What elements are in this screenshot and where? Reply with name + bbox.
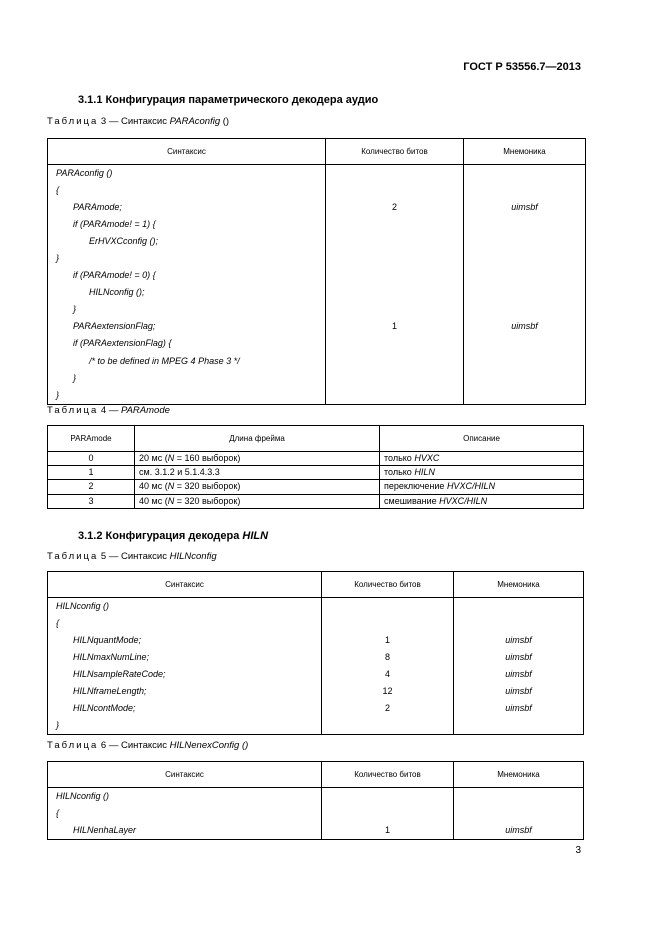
section-heading-3-1-2-italic: HILN (242, 530, 269, 542)
description-codec: HVXC (414, 453, 440, 464)
syntax-line: /* to be defined in MPEG 4 Phase 3 */ (89, 355, 240, 366)
description-text: только (384, 467, 415, 478)
frame-length (135, 452, 380, 466)
syntax-line: HILNcontMode; (73, 703, 136, 714)
syntax-line: PARAmode; (73, 202, 122, 213)
description-codec: HVXC/HILN (446, 481, 495, 492)
table6-caption-italic: HILNenexConfig () (169, 740, 249, 751)
bits-value: 1 (384, 635, 390, 646)
mnemonic-value (468, 301, 581, 318)
paramode-value: 1 (48, 466, 135, 480)
bits-value: 2 (391, 202, 397, 213)
syntax-line: } (56, 720, 60, 731)
syntax-line: } (56, 253, 60, 264)
table5-header-bits: Количество битов (322, 572, 454, 598)
bits-value (326, 805, 449, 822)
bits-value (330, 387, 459, 404)
frame-length-n: N (167, 495, 175, 506)
bits-value (326, 717, 449, 734)
table4-paramode (47, 425, 584, 509)
frame-length (135, 480, 380, 494)
bits-value (330, 250, 459, 267)
syntax-line: if (PARAextensionFlag) { (73, 338, 172, 349)
mnemonic-value: uimsbf (505, 635, 532, 646)
table3-syntax (47, 138, 586, 405)
syntax-line: HILNconfig () (56, 791, 110, 801)
table5-syntax-column (48, 598, 322, 735)
table-row (48, 466, 584, 480)
table6-syntax-column (48, 788, 322, 840)
table6-syntax (47, 761, 584, 840)
syntax-line: HILNconfig (); (89, 287, 145, 298)
syntax-line: } (56, 389, 60, 400)
bits-value (330, 267, 459, 284)
frame-length-text: 40 мс ( (139, 495, 168, 506)
table3-header-bits: Количество битов (326, 139, 464, 165)
table6-caption-word: Таблица (47, 740, 99, 751)
table5-caption-italic: HILNconfig (169, 551, 217, 562)
table6-header-bits: Количество битов (322, 762, 454, 788)
mnemonic-value (468, 353, 581, 370)
table5-caption-num: 5 — Синтаксис (100, 551, 170, 562)
syntax-line: HILNframeLength; (73, 686, 147, 697)
mnemonic-value (458, 717, 579, 734)
table4-caption-italic: PARAmode (120, 405, 170, 416)
table6-caption-num: 6 — Синтаксис (100, 740, 170, 751)
description (380, 466, 584, 480)
document-number: ГОСТ Р 53556.7—2013 (463, 61, 581, 73)
bits-value (330, 335, 459, 352)
syntax-line: if (PARAmode! = 1) { (73, 219, 156, 230)
mnemonic-value (458, 615, 579, 632)
mnemonic-value (468, 182, 581, 199)
table5-header-mnemonic: Мнемоника (454, 572, 584, 598)
mnemonic-value: uimsbf (505, 825, 532, 836)
table3-header-mnemonic: Мнемоника (464, 139, 586, 165)
mnemonic-value: uimsbf (505, 652, 532, 663)
mnemonic-value: uimsbf (505, 703, 532, 714)
frame-length-n: N (167, 481, 175, 492)
mnemonic-value (468, 216, 581, 233)
bits-value (326, 598, 449, 615)
paramode-value: 2 (48, 480, 135, 494)
syntax-line: { (56, 808, 60, 819)
frame-length-tail: = 160 выборок) (174, 453, 241, 464)
bits-value (326, 615, 449, 632)
table4-caption-word: Таблица (47, 405, 99, 416)
mnemonic-value (468, 250, 581, 267)
table3-header-syntax: Синтаксис (48, 139, 326, 165)
bits-value (330, 353, 459, 370)
mnemonic-value (458, 788, 579, 805)
syntax-line: HILNconfig () (56, 601, 110, 611)
table6-caption (47, 740, 248, 751)
table3-caption (47, 116, 229, 127)
table4-header-mode: PARAmode (48, 426, 135, 452)
description-text: только (384, 453, 415, 464)
bits-value: 4 (384, 669, 390, 680)
description-text: смешивание (384, 495, 440, 506)
table-row (48, 494, 584, 508)
mnemonic-value (468, 233, 581, 250)
description (380, 452, 584, 466)
bits-value (330, 233, 459, 250)
bits-value (330, 165, 459, 182)
table5-header-syntax: Синтаксис (48, 572, 322, 598)
bits-value: 1 (384, 825, 390, 836)
mnemonic-value: uimsbf (511, 202, 538, 213)
table5-caption-word: Таблица (47, 551, 99, 562)
syntax-line: { (56, 185, 60, 196)
table3-mnemonic-column (464, 165, 586, 405)
syntax-line: { (56, 618, 60, 629)
mnemonic-value (468, 387, 581, 404)
frame-length-tail: = 320 выборок) (174, 495, 241, 506)
mnemonic-value (468, 165, 581, 182)
description-text: переключение (384, 481, 447, 492)
table4-caption-num: 4 — (100, 405, 121, 416)
syntax-line: } (73, 304, 77, 315)
paramode-value: 3 (48, 494, 135, 508)
description-codec: HVXC/HILN (439, 495, 488, 506)
description (380, 494, 584, 508)
frame-length (135, 494, 380, 508)
bits-value: 8 (384, 652, 390, 663)
mnemonic-value: uimsbf (511, 321, 538, 332)
bits-value (330, 182, 459, 199)
table5-mnemonic-column (454, 598, 584, 735)
table5-bits-column (322, 598, 454, 735)
frame-length-n: N (167, 453, 175, 464)
table4-header-frame: Длина фрейма (135, 426, 380, 452)
mnemonic-value (468, 284, 581, 301)
table6-header-mnemonic: Мнемоника (454, 762, 584, 788)
section-heading-3-1-1: 3.1.1 Конфигурация параметрического декодера аудио (78, 94, 379, 106)
mnemonic-value (458, 598, 579, 615)
syntax-line: HILNenhaLayer (73, 825, 137, 836)
table4-header-desc: Описание (380, 426, 584, 452)
mnemonic-value: uimsbf (505, 686, 532, 697)
frame-length-tail: = 320 выборок) (174, 481, 241, 492)
syntax-line: } (73, 372, 77, 383)
syntax-line: HILNquantMode; (73, 635, 142, 646)
mnemonic-value: uimsbf (505, 669, 532, 680)
syntax-line: ErHVXCconfig (); (89, 236, 159, 247)
syntax-line: PARAconfig () (56, 168, 113, 178)
section-heading-3-1-2 (78, 530, 268, 542)
table3-bits-column (326, 165, 464, 405)
table4-caption (47, 405, 170, 416)
syntax-line: PARAextensionFlag; (73, 321, 156, 332)
mnemonic-value (468, 267, 581, 284)
bits-value (330, 216, 459, 233)
table-row (48, 480, 584, 494)
bits-value: 1 (391, 321, 397, 332)
mnemonic-value (468, 335, 581, 352)
table3-caption-word: Таблица (47, 116, 99, 127)
syntax-line: if (PARAmode! = 0) { (73, 270, 156, 281)
table3-syntax-column (48, 165, 326, 405)
syntax-line: HILNsampleRateCode; (73, 669, 166, 680)
bits-value: 2 (384, 703, 390, 714)
table6-header-syntax: Синтаксис (48, 762, 322, 788)
table3-caption-italic: PARAconfig (169, 116, 221, 127)
table6-mnemonic-column (454, 788, 584, 840)
bits-value (330, 301, 459, 318)
mnemonic-value (468, 370, 581, 387)
description-codec: HILN (414, 467, 435, 478)
bits-value: 12 (382, 686, 393, 697)
table6-bits-column (322, 788, 454, 840)
table5-caption (47, 551, 217, 562)
mnemonic-value (458, 805, 579, 822)
table5-syntax (47, 571, 584, 735)
syntax-line: HILNmaxNumLine; (73, 652, 150, 663)
table-row (48, 452, 584, 466)
description (380, 480, 584, 494)
frame-length-text: 40 мс ( (139, 481, 168, 492)
frame-length-text: 20 мс ( (139, 453, 168, 464)
table3-caption-num: 3 — Синтаксис (100, 116, 170, 127)
table3-caption-tail: () (220, 116, 230, 127)
bits-value (326, 788, 449, 805)
bits-value (330, 370, 459, 387)
page-number: 3 (575, 845, 581, 856)
paramode-value: 0 (48, 452, 135, 466)
frame-length-text: см. 3.1.2 и 5.1.4.3.3 (139, 467, 220, 478)
section-heading-3-1-2-text: 3.1.2 Конфигурация декодера (78, 530, 243, 542)
bits-value (330, 284, 459, 301)
frame-length (135, 466, 380, 480)
